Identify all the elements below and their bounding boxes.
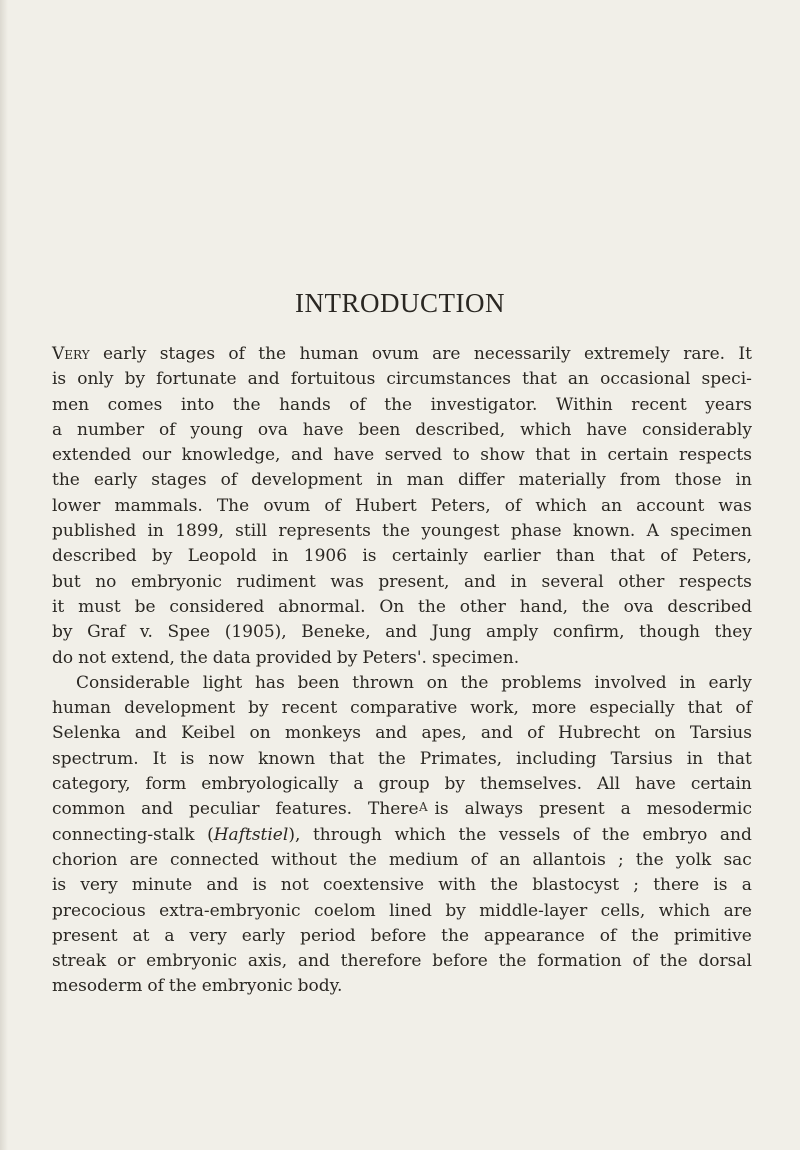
page-edge (0, 0, 8, 1150)
text-line: do not extend, the data provided by Peters'. specimen. (52, 647, 520, 668)
text-line: extended our knowledge, and have served to show that in certain respects (52, 445, 752, 466)
text-line: Considerable light has been thrown on the problems involved in early (76, 672, 752, 693)
text-line: a number of young ova have been described, which have considerably (52, 419, 752, 440)
text-line: Selenka and Keibel on monkeys and apes, and of Hubrecht on Tarsius (52, 723, 752, 744)
text-line: precocious extra-embryonic coelom lined by middle-layer cells, which are (52, 900, 752, 921)
text-line: is only by fortunate and fortuitous circumstances that an occasional speci- (52, 369, 752, 390)
text-line: spectrum. It is now known that the Primates, including Tarsius in that (52, 748, 752, 769)
text-line: present at a very early period before the appearance of the primitive (52, 925, 752, 946)
text-line: chorion are connected without the medium of an allantois ; the yolk sac (52, 849, 752, 870)
text-line: is very minute and is not coextensive with the blastocyst ; there is a (52, 875, 752, 896)
text-line: category, form embryologically a group by themselves. All have certain (52, 774, 752, 795)
text-line: streak or embryonic axis, and therefore before the formation of the dorsal (52, 951, 752, 972)
text-line: described by Leopold in 1906 is certainly earlier than that of Peters, (52, 546, 752, 567)
text-line: it must be considered abnormal. On the other hand, the ova described (52, 596, 752, 617)
page-title: INTRODUCTION (295, 288, 505, 318)
text-line: common and peculiar features. There is always present a mesodermic (52, 799, 752, 820)
text-line: published in 1899, still represents the youngest phase known. A specimen (52, 521, 752, 542)
text-line: men comes into the hands of the investigator. Within recent years (52, 394, 752, 415)
text-line: mesoderm of the embryonic body. (52, 976, 343, 997)
body-text (52, 342, 752, 1000)
text-line: but no embryonic rudiment was present, and in several other respects (52, 571, 752, 592)
text-line: lower mammals. The ovum of Hubert Peters, of which an account was (52, 495, 752, 516)
text-line: Very early stages of the human ovum are necessarily extremely rare. It (52, 344, 752, 364)
text-line: connecting-stalk (Haftstiel), through which the vessels of the embryo and (52, 824, 752, 845)
text-line: human development by recent comparative work, more especially that of (52, 698, 752, 719)
text-line: by Graf v. Spee (1905), Beneke, and Jung amply confirm, though they (52, 622, 752, 643)
text-line: the early stages of development in man differ materially from those in (52, 470, 752, 491)
signature-mark: A (419, 800, 428, 814)
